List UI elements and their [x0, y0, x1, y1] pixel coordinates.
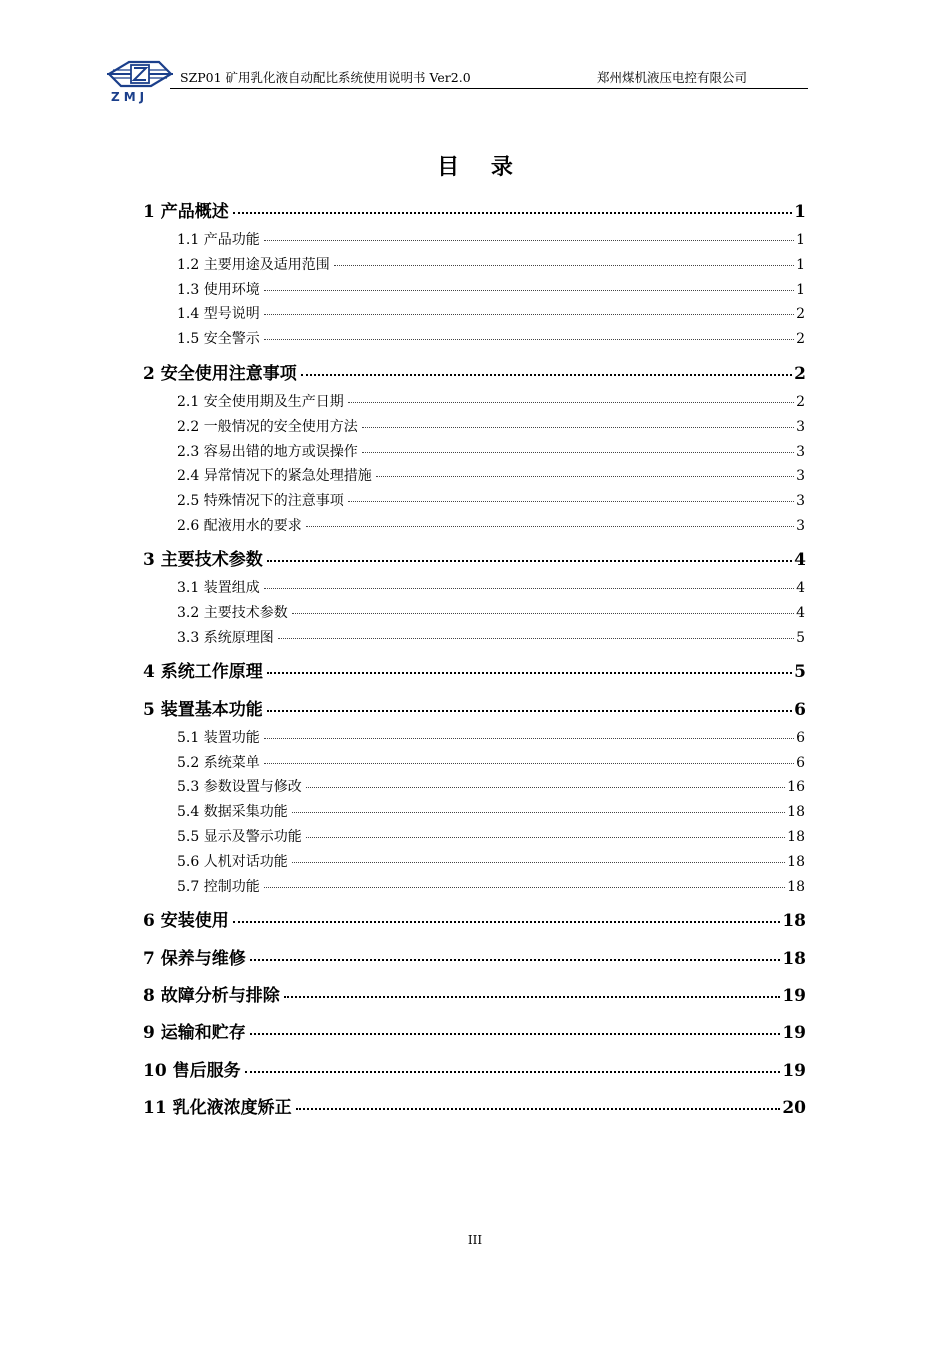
toc-entry-label: 11 乳化液浓度矫正 [143, 1098, 292, 1118]
toc-dot-leader [264, 240, 794, 241]
toc-entry-page: 2 [794, 364, 806, 384]
toc-entry-label: 2.6 配液用水的要求 [177, 518, 302, 534]
toc-entry-page: 3 [796, 468, 805, 484]
toc-dot-leader [292, 812, 785, 813]
toc-entry-label: 4 系统工作原理 [143, 662, 263, 682]
toc-entry-label: 1.4 型号说明 [177, 306, 260, 322]
toc-dot-leader [348, 402, 794, 403]
toc-entry-page: 19 [782, 1023, 806, 1043]
toc-chapter-entry[interactable] [143, 1018, 806, 1044]
toc-chapter-entry[interactable] [143, 906, 806, 932]
toc-entry-page: 3 [796, 518, 805, 534]
toc-section-entry[interactable] [177, 752, 805, 774]
toc-dot-leader [267, 672, 792, 674]
toc-section-entry[interactable] [177, 826, 805, 848]
document-title: SZP01 矿用乳化液自动配比系统使用说明书 Ver2.0 [180, 70, 471, 85]
toc-dot-leader [264, 314, 794, 315]
toc-entry-page: 1 [794, 202, 806, 222]
toc-entry-page: 3 [796, 419, 805, 435]
toc-section-entry[interactable] [177, 328, 805, 350]
toc-entry-page: 18 [782, 949, 806, 969]
toc-entry-page: 18 [787, 829, 805, 845]
toc-entry-label: 5.2 系统菜单 [177, 755, 260, 771]
toc-chapter-entry[interactable] [143, 981, 806, 1007]
toc-entry-page: 1 [796, 232, 805, 248]
toc-chapter-entry[interactable] [143, 359, 806, 385]
toc-dot-leader [362, 427, 794, 428]
toc-entry-label: 5.6 人机对话功能 [177, 854, 288, 870]
toc-entry-page: 6 [796, 755, 805, 771]
toc-section-entry[interactable] [177, 416, 805, 438]
toc-dot-leader [264, 290, 794, 291]
toc-entry-label: 3.2 主要技术参数 [177, 605, 288, 621]
toc-entry-label: 1.3 使用环境 [177, 282, 260, 298]
toc-dot-leader [245, 1071, 781, 1073]
toc-entry-page: 2 [796, 331, 805, 347]
toc-entry-page: 4 [796, 580, 805, 596]
toc-entry-label: 3.1 装置组成 [177, 580, 260, 596]
toc-section-entry[interactable] [177, 727, 805, 749]
toc-dot-leader [264, 887, 785, 888]
toc-dot-leader [306, 526, 794, 527]
toc-entry-label: 3 主要技术参数 [143, 550, 263, 570]
toc-dot-leader [348, 501, 794, 502]
toc-entry-label: 5.4 数据采集功能 [177, 804, 288, 820]
toc-chapter-entry[interactable] [143, 944, 806, 970]
toc-dot-leader [301, 374, 792, 376]
toc-dot-leader [296, 1108, 781, 1110]
toc-entry-page: 16 [787, 779, 805, 795]
toc-section-entry[interactable] [177, 229, 805, 251]
toc-entry-label: 2.1 安全使用期及生产日期 [177, 394, 344, 410]
toc-entry-page: 18 [782, 911, 806, 931]
toc-dot-leader [233, 921, 781, 923]
toc-entry-page: 18 [787, 804, 805, 820]
toc-title: 目 录 [437, 154, 525, 180]
toc-dot-leader [292, 862, 785, 863]
toc-entry-page: 2 [796, 306, 805, 322]
toc-entry-label: 1.5 安全警示 [177, 331, 260, 347]
toc-dot-leader [264, 339, 794, 340]
toc-entry-page: 18 [787, 879, 805, 895]
toc-dot-leader [264, 588, 794, 589]
toc-dot-leader [264, 738, 794, 739]
toc-entry-label: 5 装置基本功能 [143, 700, 263, 720]
toc-section-entry[interactable] [177, 490, 805, 512]
toc-dot-leader [306, 837, 785, 838]
toc-entry-page: 4 [796, 605, 805, 621]
toc-entry-page: 19 [782, 986, 806, 1006]
toc-chapter-entry[interactable] [143, 1056, 806, 1082]
toc-section-entry[interactable] [177, 577, 805, 599]
toc-entry-label: 5.5 显示及警示功能 [177, 829, 302, 845]
toc-entry-page: 6 [794, 700, 806, 720]
toc-section-entry[interactable] [177, 851, 805, 873]
toc-entry-page: 19 [782, 1061, 806, 1081]
toc-entry-page: 3 [796, 444, 805, 460]
toc-section-entry[interactable] [177, 279, 805, 301]
toc-entry-label: 6 安装使用 [143, 911, 229, 931]
toc-entry-page: 6 [796, 730, 805, 746]
toc-section-entry[interactable] [177, 303, 805, 325]
toc-entry-page: 20 [782, 1098, 806, 1118]
toc-chapter-entry[interactable] [143, 657, 806, 683]
header-divider [170, 88, 808, 89]
toc-dot-leader [250, 959, 781, 961]
toc-entry-page: 5 [794, 662, 806, 682]
toc-entry-label: 1 产品概述 [143, 202, 229, 222]
toc-chapter-entry[interactable] [143, 197, 806, 223]
toc-entry-page: 1 [796, 282, 805, 298]
toc-entry-page: 3 [796, 493, 805, 509]
toc-dot-leader [376, 476, 794, 477]
toc-section-entry[interactable] [177, 776, 805, 798]
toc-chapter-entry[interactable] [143, 1093, 806, 1119]
toc-dot-leader [306, 787, 785, 788]
page-number: III [467, 1233, 483, 1247]
toc-entry-page: 2 [796, 394, 805, 410]
toc-entry-label: 9 运输和贮存 [143, 1023, 246, 1043]
toc-entry-label: 2.3 容易出错的地方或误操作 [177, 444, 358, 460]
toc-entry-label: 5.1 装置功能 [177, 730, 260, 746]
toc-dot-leader [267, 710, 792, 712]
toc-dot-leader [292, 613, 794, 614]
toc-section-entry[interactable] [177, 801, 805, 823]
toc-chapter-entry[interactable] [143, 545, 806, 571]
toc-dot-leader [362, 452, 794, 453]
toc-dot-leader [267, 560, 792, 562]
page-header [105, 58, 808, 104]
toc-section-entry[interactable] [177, 515, 805, 537]
toc-section-entry[interactable] [177, 465, 805, 487]
toc-entry-label: 8 故障分析与排除 [143, 986, 280, 1006]
toc-dot-leader [233, 212, 792, 214]
toc-section-entry[interactable] [177, 602, 805, 624]
toc-chapter-entry[interactable] [143, 695, 806, 721]
toc-dot-leader [264, 763, 794, 764]
toc-section-entry[interactable] [177, 441, 805, 463]
toc-section-entry[interactable] [177, 627, 805, 649]
toc-entry-label: 2.4 异常情况下的紧急处理措施 [177, 468, 372, 484]
logo-text: ZMJ [111, 90, 149, 104]
toc-dot-leader [334, 265, 794, 266]
toc-entry-label: 5.3 参数设置与修改 [177, 779, 302, 795]
toc-entry-label: 10 售后服务 [143, 1061, 241, 1081]
toc-entry-label: 2 安全使用注意事项 [143, 364, 297, 384]
toc-entry-page: 18 [787, 854, 805, 870]
toc-entry-page: 5 [796, 630, 805, 646]
toc-entry-label: 1.1 产品功能 [177, 232, 260, 248]
toc-entry-page: 1 [796, 257, 805, 273]
toc-section-entry[interactable] [177, 391, 805, 413]
toc-entry-label: 1.2 主要用途及适用范围 [177, 257, 330, 273]
toc-entry-label: 3.3 系统原理图 [177, 630, 274, 646]
toc-dot-leader [250, 1033, 781, 1035]
toc-section-entry[interactable] [177, 254, 805, 276]
toc-entry-label: 7 保养与维修 [143, 949, 246, 969]
toc-entry-page: 4 [794, 550, 806, 570]
toc-entry-label: 2.5 特殊情况下的注意事项 [177, 493, 344, 509]
toc-section-entry[interactable] [177, 876, 805, 898]
toc-dot-leader [284, 996, 781, 998]
toc-entry-label: 5.7 控制功能 [177, 879, 260, 895]
company-name: 郑州煤机液压电控有限公司 [597, 70, 748, 85]
toc-entry-label: 2.2 一般情况的安全使用方法 [177, 419, 358, 435]
toc-dot-leader [278, 638, 794, 639]
